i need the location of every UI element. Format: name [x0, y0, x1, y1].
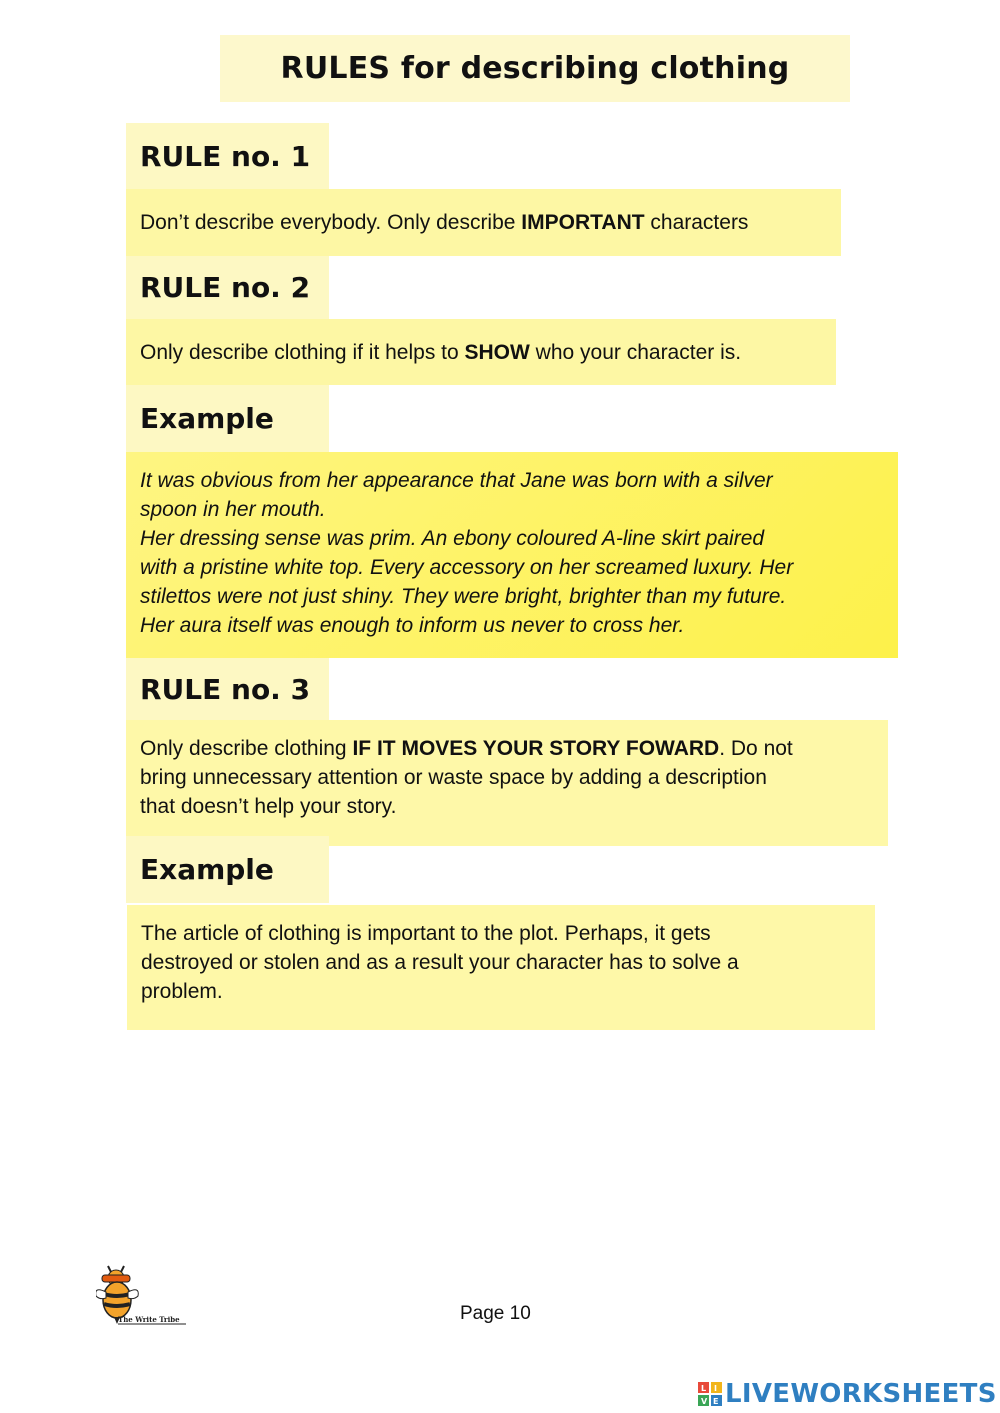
rule-3-heading: RULE no. 3 — [126, 658, 329, 720]
example-1-heading: Example — [126, 385, 329, 452]
example-2-heading: Example — [126, 836, 329, 903]
rule-3-line: that doesn’t help your story. — [140, 795, 397, 818]
rule-2-text-after: who your character is. — [529, 340, 742, 364]
rule-2-text-bold: SHOW — [464, 340, 530, 364]
example-2-line: The article of clothing is important to the plot. Perhaps, it gets — [141, 922, 711, 945]
liveworksheets-watermark[interactable] — [698, 1378, 997, 1410]
rule-2-text — [126, 319, 836, 385]
svg-text:V: V — [701, 1397, 708, 1406]
liveworksheets-label: LIVEWORKSHEETS — [725, 1379, 997, 1409]
example-1-line: Her dressing sense was prim. An ebony coloured A-line skirt paired — [140, 527, 765, 550]
rule-3-line — [140, 734, 874, 763]
rule-1-text-before: Don’t describe everybody. Only describe — [140, 211, 522, 234]
example-2-line: destroyed or stolen and as a result your character has to solve a — [141, 951, 739, 974]
rule-1-text-bold: IMPORTANT — [521, 211, 645, 234]
rule-1-text-after: characters — [644, 211, 749, 234]
rule-3-line: bring unnecessary attention or waste space by adding a description — [140, 766, 767, 789]
example-1-line: spoon in her mouth. — [140, 498, 326, 521]
rule-1-text — [126, 189, 841, 256]
example-2-text — [127, 905, 875, 1030]
page-number: Page 10 — [460, 1303, 531, 1324]
svg-text:I: I — [714, 1384, 717, 1393]
rule-3-text-after: . Do not — [719, 737, 793, 760]
rule-1-heading: RULE no. 1 — [126, 123, 329, 189]
rule-3-text-before: Only describe clothing — [140, 737, 353, 760]
svg-text:E: E — [713, 1397, 719, 1406]
example-1-line: stilettos were not just shiny. They were bright, brighter than my future. — [140, 585, 787, 608]
logo-caption: The Write Tribe — [118, 1315, 180, 1324]
example-1-line: Her aura itself was enough to inform us never to cross her. — [140, 614, 685, 637]
example-1-line: with a pristine white top. Every accessory on her screamed luxury. Her — [140, 556, 794, 579]
rule-2-text-before: Only describe clothing if it helps to — [140, 340, 465, 364]
example-2-line: problem. — [141, 980, 223, 1003]
liveworksheets-logo-icon — [698, 1382, 722, 1406]
example-1-text — [126, 452, 898, 658]
example-1-line: It was obvious from her appearance that Jane was born with a silver — [140, 469, 773, 492]
rule-3-text-bold: IF IT MOVES YOUR STORY FOWARD — [352, 737, 720, 760]
svg-text:L: L — [701, 1384, 707, 1393]
rule-2-heading: RULE no. 2 — [126, 256, 329, 319]
rule-3-text — [126, 720, 888, 846]
page-title: RULES for describing clothing — [220, 35, 850, 102]
